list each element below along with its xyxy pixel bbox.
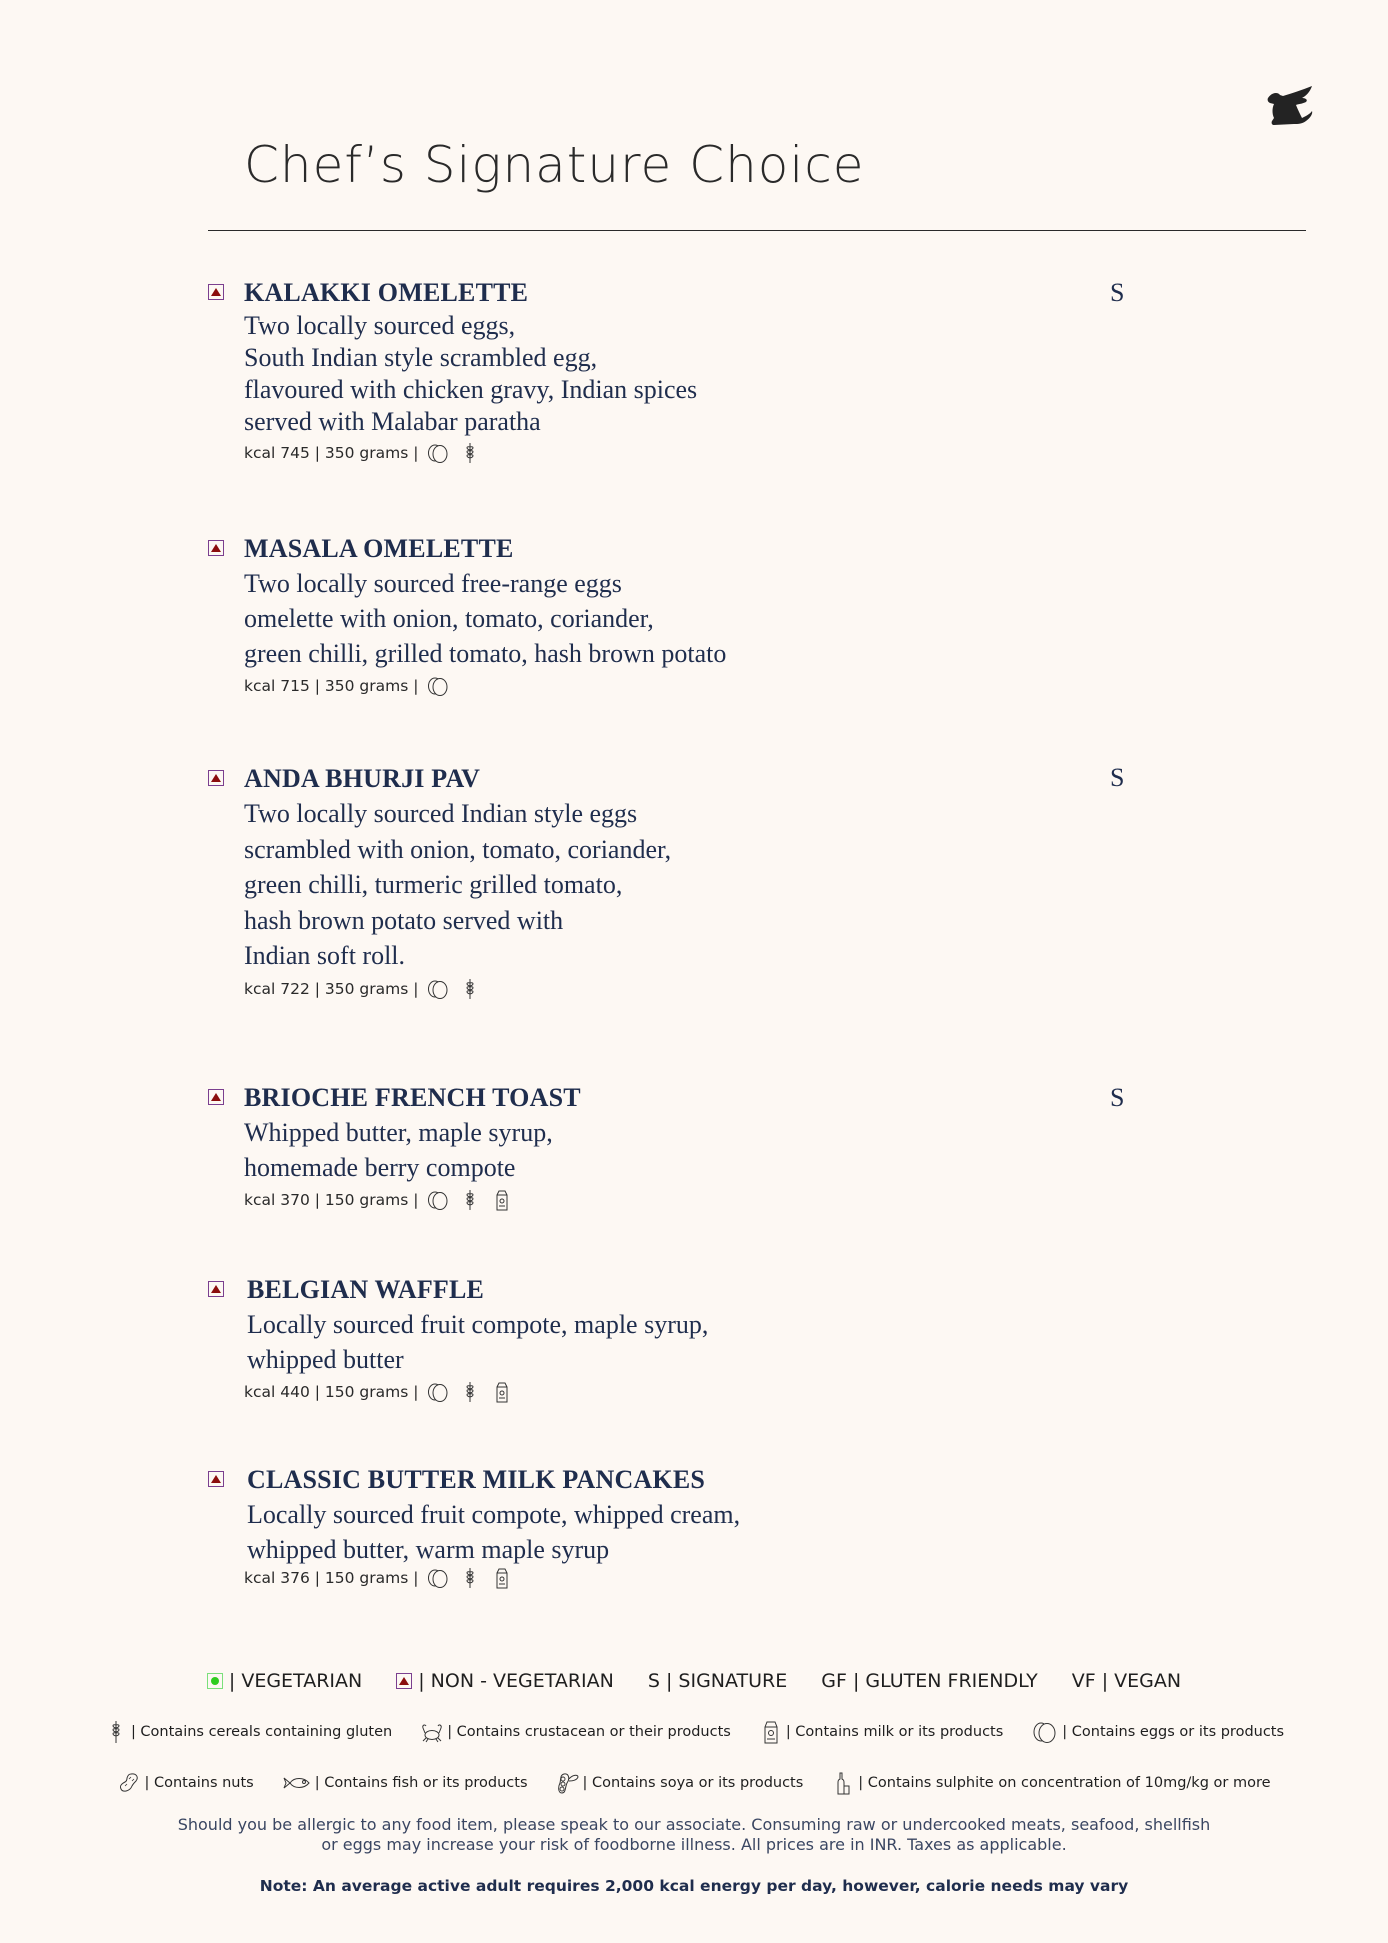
description-line: whipped butter (247, 1345, 404, 1374)
item-meta (244, 675, 726, 697)
disclaimer-line: or eggs may increase your risk of foodborne illness. All prices are in INR. Taxes as applicable. (321, 1835, 1067, 1854)
description-line: green chilli, grilled tomato, hash brown potato (244, 639, 727, 668)
allergen-label: | Contains eggs or its products (1062, 1724, 1285, 1740)
description-line: Whipped butter, maple syrup, (244, 1118, 553, 1147)
peanut-icon (117, 1771, 141, 1795)
gluten-icon (458, 1381, 482, 1403)
crab-icon (420, 1720, 444, 1744)
item-meta (244, 1189, 581, 1211)
description-line: green chilli, turmeric grilled tomato, (244, 870, 623, 899)
menu-item (208, 278, 697, 464)
allergen-nuts (117, 1771, 253, 1795)
allergen-fish (282, 1771, 528, 1795)
signature-marker: S (1110, 763, 1125, 792)
signature-marker: S (1110, 1083, 1125, 1112)
eggs-icon (426, 978, 450, 1000)
allergen-label: | Contains soya or its products (582, 1775, 804, 1791)
signature-marker: S (1110, 278, 1125, 307)
gluten-icon (458, 1189, 482, 1211)
item-name: BRIOCHE FRENCH TOAST (244, 1083, 581, 1112)
disclaimer-line: Should you be allergic to any food item, please speak to our associate. Consuming raw or undercooked meats, seafood, shellfish (177, 1815, 1211, 1834)
description-line: Two locally sourced eggs, (244, 311, 516, 340)
allergen-label: | Contains milk or its products (785, 1724, 1004, 1740)
item-name: CLASSIC BUTTER MILK PANCAKES (247, 1465, 706, 1494)
item-name: KALAKKI OMELETTE (244, 278, 529, 307)
item-description (244, 1115, 581, 1185)
allergen-label: | Contains fish or its products (314, 1775, 528, 1791)
description-line: South Indian style scrambled egg, (244, 343, 598, 372)
milk-icon (759, 1720, 783, 1744)
allergen-label: | Contains cereals containing gluten (130, 1724, 393, 1740)
eggs-icon (1031, 1720, 1059, 1744)
description-line: omelette with onion, tomato, coriander, (244, 604, 654, 633)
description-line: flavoured with chicken gravy, Indian spices (244, 375, 698, 404)
item-description (244, 796, 671, 974)
menu-item (208, 1465, 740, 1589)
non-veg-icon (208, 1281, 224, 1297)
allergen-crustacean (420, 1720, 731, 1744)
gluten-icon (104, 1720, 128, 1744)
description-line: scrambled with onion, tomato, coriander, (244, 834, 672, 864)
item-name: BELGIAN WAFFLE (247, 1275, 485, 1304)
milk-icon (490, 1567, 514, 1589)
description-line: hash brown potato served with (244, 905, 564, 935)
description-line: Locally sourced fruit compote, whipped cream, (247, 1500, 741, 1529)
legend-vegan: VF | VEGAN (1071, 1670, 1182, 1692)
legend-vegetarian (207, 1670, 362, 1692)
item-meta (244, 978, 671, 1000)
eggs-icon (426, 675, 450, 697)
item-meta (244, 442, 697, 464)
veg-icon (207, 1673, 223, 1689)
soya-icon (556, 1771, 580, 1795)
kcal-weight: kcal 715 | 350 grams | (244, 677, 419, 695)
page-title: Chef’s Signature Choice (244, 136, 865, 194)
title-divider (208, 230, 1306, 231)
griffin-logo-icon (1262, 84, 1316, 132)
menu-item (208, 1275, 708, 1403)
non-veg-icon (396, 1673, 412, 1689)
dietary-legend (0, 1670, 1388, 1692)
milk-icon (490, 1381, 514, 1403)
menu-item (208, 1083, 581, 1211)
description-line: served with Malabar paratha (244, 407, 541, 436)
item-name: MASALA OMELETTE (244, 534, 514, 563)
kcal-weight: kcal 745 | 350 grams | (244, 444, 419, 462)
eggs-icon (426, 1381, 450, 1403)
menu-item (208, 534, 726, 697)
allergen-label: | Contains sulphite on concentration of 10mg/kg or more (858, 1775, 1271, 1791)
legend-gluten-friendly: GF | GLUTEN FRIENDLY (821, 1670, 1038, 1692)
eggs-icon (426, 1189, 450, 1211)
allergen-label: | Contains crustacean or their products (447, 1724, 731, 1740)
allergen-eggs (1031, 1720, 1284, 1744)
eggs-icon (426, 1567, 450, 1589)
menu-item (208, 764, 671, 1000)
item-description (244, 310, 697, 438)
description-line: Two locally sourced Indian style eggs (244, 799, 638, 828)
item-meta (244, 1567, 740, 1589)
item-description (244, 566, 726, 671)
legend-label: | VEGETARIAN (228, 1670, 363, 1692)
description-line: Two locally sourced free-range eggs (244, 569, 622, 598)
item-description (247, 1307, 708, 1377)
allergen-soya (556, 1771, 804, 1795)
milk-icon (490, 1189, 514, 1211)
item-meta (244, 1381, 708, 1403)
item-description (247, 1497, 740, 1567)
kcal-weight: kcal 722 | 350 grams | (244, 979, 419, 998)
description-line: whipped butter, warm maple syrup (247, 1535, 610, 1564)
legend-label: | NON - VEGETARIAN (418, 1670, 614, 1692)
legend-signature: S | SIGNATURE (647, 1670, 788, 1692)
non-veg-icon (208, 1089, 224, 1105)
bottle-icon (831, 1771, 855, 1795)
non-veg-icon (208, 284, 224, 300)
description-line: Locally sourced fruit compote, maple syrup, (247, 1310, 709, 1339)
gluten-icon (458, 1567, 482, 1589)
non-veg-icon (208, 1471, 224, 1487)
calorie-note: Note: An average active adult requires 2,000 kcal energy per day, however, calorie needs may vary (259, 1877, 1129, 1895)
allergen-gluten (104, 1720, 392, 1744)
legend-non-vegetarian (396, 1670, 614, 1692)
item-name: ANDA BHURJI PAV (244, 764, 481, 793)
allergen-milk (759, 1720, 1003, 1744)
gluten-icon (458, 442, 482, 464)
kcal-weight: kcal 376 | 150 grams | (244, 1569, 419, 1587)
description-line: Indian soft roll. (244, 941, 406, 970)
gluten-icon (458, 978, 482, 1000)
allergen-legend-row-2 (0, 1771, 1388, 1795)
kcal-weight: kcal 440 | 150 grams | (244, 1383, 419, 1401)
allergen-legend-row-1 (0, 1720, 1388, 1744)
non-veg-icon (208, 770, 224, 786)
allergen-label: | Contains nuts (144, 1775, 254, 1791)
kcal-weight: kcal 370 | 150 grams | (244, 1191, 419, 1209)
allergy-disclaimer (0, 1815, 1388, 1855)
fish-icon (282, 1771, 312, 1795)
non-veg-icon (208, 540, 224, 556)
eggs-icon (426, 442, 450, 464)
description-line: homemade berry compote (244, 1153, 516, 1182)
allergen-sulphite (831, 1771, 1270, 1795)
